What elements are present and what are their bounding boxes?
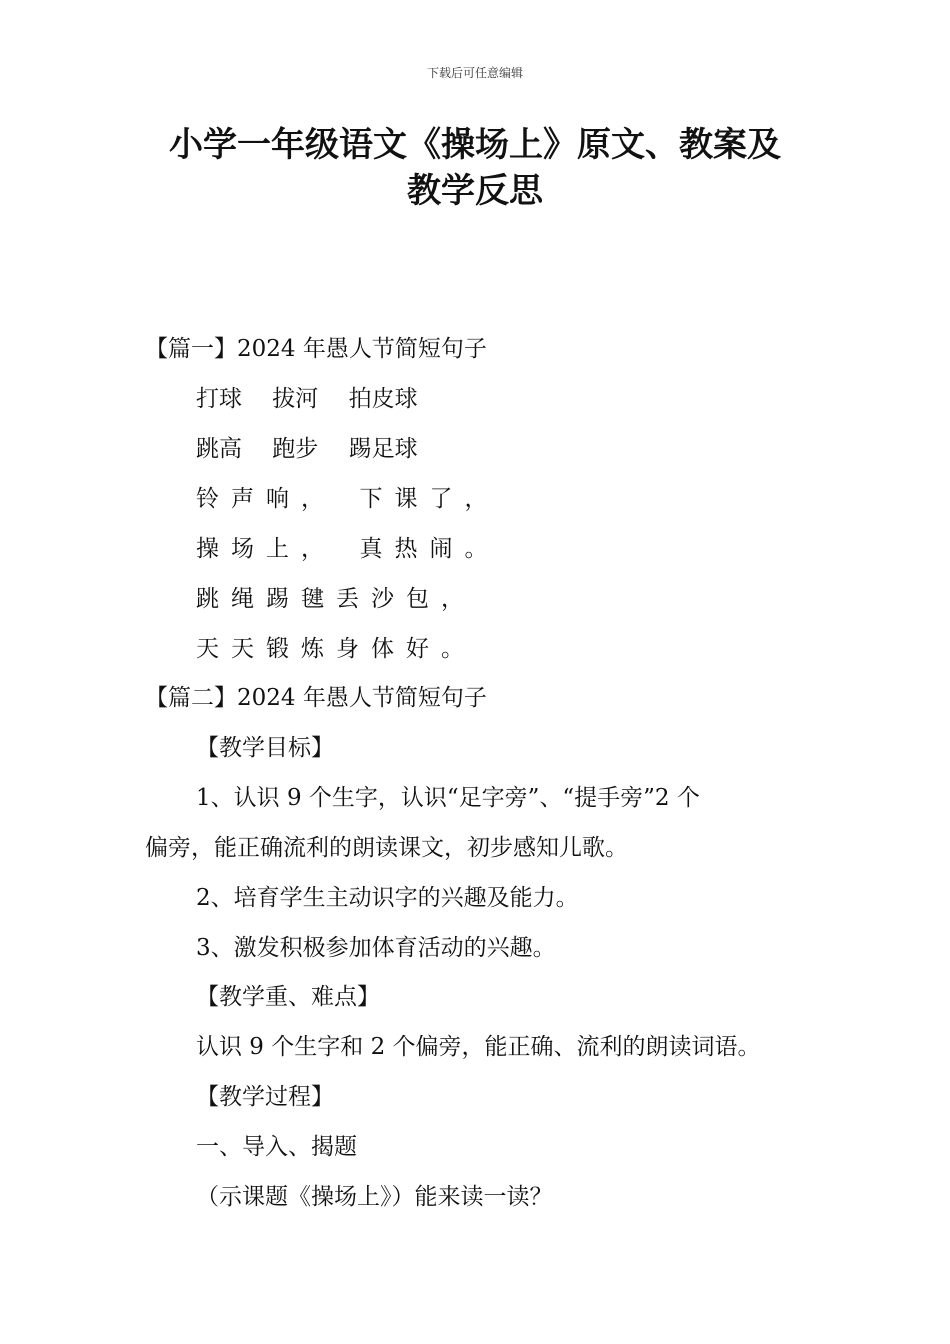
paragraph-line: 认识 9 个生字和 2 个偏旁，能正确、流利的朗读词语。 [196,1034,761,1060]
title-line-1: 小学一年级语文《操场上》原文、教案及 [169,125,781,165]
poem-line: 跳高 跑步 踢足球 [196,436,418,462]
poem-line: 天天锻炼身体好。 [196,636,476,662]
subheading-teaching-goals: 【教学目标】 [196,735,334,761]
paragraph-line: 一、导入、揭题 [196,1134,357,1160]
section-heading-2: 【篇二】2024 年愚人节简短句子 [145,685,487,711]
poem-line: 打球 拔河 拍皮球 [196,386,418,412]
paragraph-line: （示课题《操场上》）能来读一读？ [196,1184,553,1210]
poem-line: 跳绳踢毽丢沙包， [196,586,476,612]
title-line-2: 教学反思 [407,171,543,211]
poem-line: 操场上， 真热闹。 [196,536,500,562]
paragraph-line: 2、培育学生主动识字的兴趣及能力。 [196,885,579,911]
paragraph-line: 偏旁，能正确流利的朗读课文，初步感知儿歌。 [145,835,628,861]
subheading-teaching-process: 【教学过程】 [196,1084,334,1110]
poem-line: 铃声响， 下课了， [196,486,500,512]
subheading-key-points: 【教学重、难点】 [196,984,380,1010]
page-header: 下载后可任意编辑 [426,66,523,80]
document-title [0,122,950,214]
paragraph-line: 3、激发积极参加体育活动的兴趣。 [196,935,556,961]
section-heading-1: 【篇一】2024 年愚人节简短句子 [145,336,487,362]
paragraph-line: 1、认识 9 个生字，认识“足字旁”、“提手旁”2 个 [196,785,700,811]
